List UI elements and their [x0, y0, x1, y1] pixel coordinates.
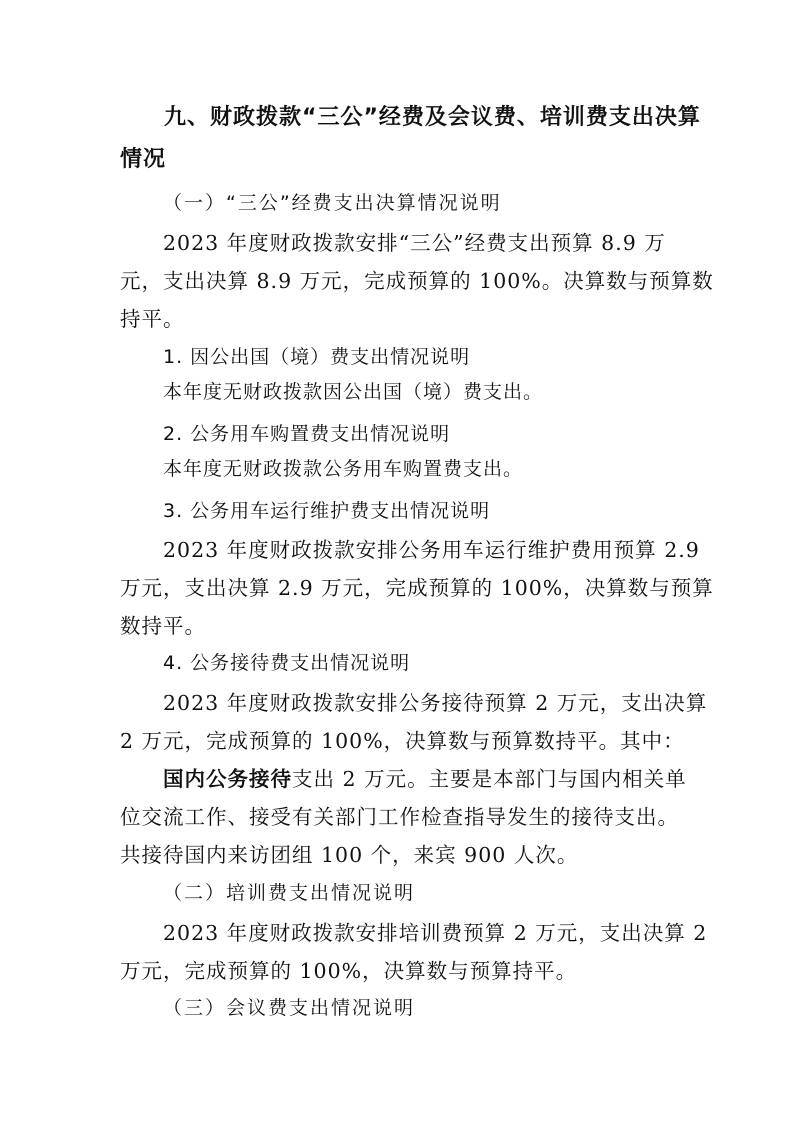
item4-para-line3 [163, 764, 687, 794]
item3-para-line1: 2023 年度财政拨款安排公务用车运行维护费用预算 2.9 [163, 538, 700, 562]
item3-title: 3. 公务用车运行维护费支出情况说明 [163, 500, 491, 522]
item4-para-line1: 2023 年度财政拨款安排公务接待预算 2 万元，支出决算 [163, 691, 708, 715]
item4-title: 4. 公务接待费支出情况说明 [163, 652, 411, 674]
item1-title: 1. 因公出国（境）费支出情况说明 [163, 346, 471, 368]
item2-title: 2. 公务用车购置费支出情况说明 [163, 423, 451, 445]
item2-text: 本年度无财政拨款公务用车购置费支出。 [163, 458, 524, 480]
training-heading: （二）培训费支出情况说明 [163, 882, 416, 904]
item4-para-line2: 2 万元，完成预算的 100%，决算数与预算数持平。其中： [120, 729, 685, 753]
item1-text: 本年度无财政拨款因公出国（境）费支出。 [163, 381, 544, 403]
section-title-line2: 情况 [120, 147, 167, 172]
item4-para-line5: 共接待国内来访团组 100 个，来宾 900 人次。 [120, 843, 579, 867]
domestic-reception-text: 支出 2 万元。主要是本部门与国内相关单 [292, 767, 687, 791]
item3-para-line3: 数持平。 [120, 614, 206, 638]
training-para-line2: 万元，完成预算的 100%，决算数与预算持平。 [120, 959, 578, 983]
training-para-line1: 2023 年度财政拨款安排培训费预算 2 万元，支出决算 2 [163, 921, 708, 945]
sanggong-para-line3: 持平。 [120, 307, 185, 331]
meeting-heading: （三）会议费支出情况说明 [163, 997, 416, 1019]
domestic-reception-label: 国内公务接待 [163, 767, 292, 791]
sanggong-heading: （一）“三公”经费支出决算情况说明 [163, 192, 502, 214]
item4-para-line4: 位交流工作、接受有关部门工作检查指导发生的接待支出。 [120, 805, 679, 829]
sanggong-para-line1: 2023 年度财政拨款安排“三公”经费支出预算 8.9 万 [163, 231, 666, 255]
section-title-line1: 九、财政拨款“三公”经费及会议费、培训费支出决算 [164, 105, 701, 130]
sanggong-para-line2: 元，支出决算 8.9 万元，完成预算的 100%。决算数与预算数 [120, 269, 714, 293]
item3-para-line2: 万元，支出决算 2.9 万元，完成预算的 100%，决算数与预算 [120, 576, 714, 600]
